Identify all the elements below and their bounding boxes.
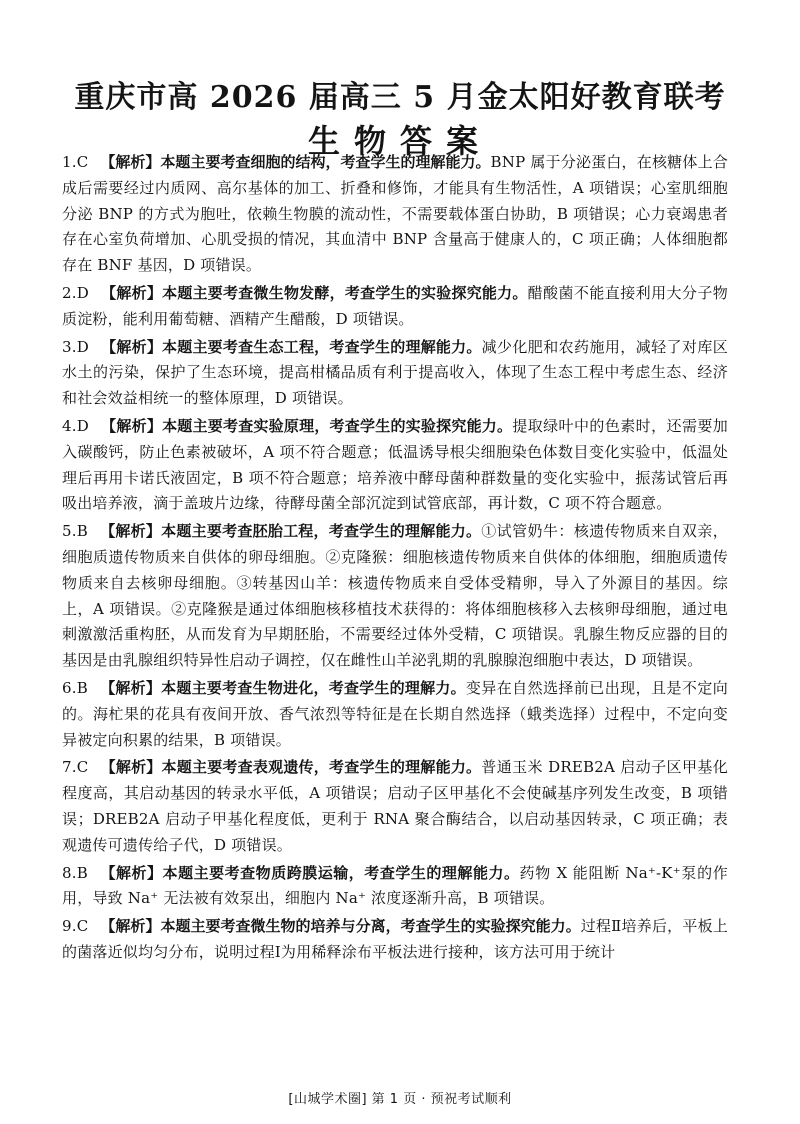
item-number: 3. [62,337,77,356]
item-number: 8. [62,863,77,882]
exam-title: 重庆市高 2026 届高三 5 月金太阳好教育联考 [74,80,726,115]
item-body: 过程Ⅱ培养后，平板上的菌落近似均匀分布，说明过程Ⅰ为用稀释涂布平板法进行接种，该方法可用于统计 [62,917,728,961]
item-answer: C [76,917,89,936]
item-body: 提取绿叶中的色素时，还需要加入碳酸钙，防止色素被破坏，A 项不符合题意；低温诱导根尖细胞染色体数目变化实验中，低温处理后再用卡诺氏液固定，B 项不符合题意；培养液中酵母菌种群数量的变化实验中，振荡试管后再吸出培养液，滴于盖玻片边缘，待酵母菌全部沉淀到试管底部，再计数，C 项不符合题意。 [62,416,728,513]
item-lead: 【解析】本题主要考查微生物的培养与分离，考查学生的实验探究能力。 [100,917,581,936]
answer-item-2 [62,281,728,333]
item-answer: D [76,416,89,435]
item-lead: 【解析】本题主要考查实验原理，考查学生的实验探究能力。 [100,416,513,435]
item-body: ①试管奶牛：核遗传物质来自双亲，细胞质遗传物质来自供体的卵母细胞。②克隆猴：细胞核遗传物质来自供体的体细胞，细胞质遗传物质来自去核卵母细胞。③转基因山羊：核遗传物质来自受体受精卵，导入了外源目的基因。综上，A 项错误。②克隆猴是通过体细胞核移植技术获得的：将体细胞核移入去核卵母细胞，通过电刺激激活重构胚，从而发育为早期胚胎，不需要经过体外受精，C 项错误。乳腺生物反应器的目的基因是由乳腺组织特异性启动子调控，仅在雌性山羊泌乳期的乳腺腺泡细胞中表达，D 项错误。 [62,522,729,670]
item-lead: 【解析】本题主要考查微生物发酵，考查学生的实验探究能力。 [100,283,528,302]
item-number: 6. [62,678,77,697]
item-body: 普通玉米 DREB2A 启动子区甲基化程度高，其启动基因的转录水平低，A 项错误；启动子区甲基化不会使碱基序列发生改变，B 项错误；DREB2A 启动子甲基化程度低，更利于 RNA 聚合酶结合，以启动基因转录，C 项正确；表观遗传可遗传给子代，D 项错误。 [62,758,728,854]
item-number: 7. [62,758,77,777]
subject-title: 生物答案 [307,122,492,160]
item-body: 醋酸菌不能直接利用大分子物质淀粉，能利用葡萄糖、酒精产生醋酸，D 项错误。 [62,283,728,328]
item-lead: 【解析】本题主要考查细胞的结构，考查学生的理解能力。 [100,153,491,171]
item-answer: B [76,863,88,882]
item-answer: B [76,678,88,697]
page-footer: [山城学术圈] 第 1 页 · 预祝考试顺利 [288,1092,512,1107]
item-answer: D [76,337,89,356]
item-body: 变异在自然选择前已出现，且是不定向的。海杧果的花具有夜间开放、香气浓烈等特征是在长期自然选择（蛾类选择）过程中，不定向变异被定向积累的结果，B 项错误。 [62,678,728,749]
answer-item-9 [62,914,728,966]
item-number: 4. [62,416,77,435]
answer-item-5 [62,519,728,674]
item-answer: C [76,758,89,777]
answer-item-4 [62,414,728,517]
item-number: 9. [62,917,77,936]
answer-item-6 [62,676,728,753]
item-body: 药物 X 能阻断 Na⁺-K⁺泵的作用，导致 Na⁺ 无法被有效泵出，细胞内 Na⁺ 浓度逐渐升高，B 项错误。 [62,863,728,908]
item-number: 1. [62,153,77,171]
answer-item-3 [62,335,728,412]
item-lead: 【解析】本题主要考查胚胎工程，考查学生的理解能力。 [99,522,482,541]
item-answer: B [76,522,88,541]
item-body: BNP 属于分泌蛋白，在核糖体上合成后需要经过内质网、高尔基体的加工、折叠和修饰，才能具有生物活性，A 项错误；心室肌细胞分泌 BNP 的方式为胞吐，依赖生物膜的流动性，不需要载体蛋白协助，B 项错误；心力衰竭患者存在心室负荷增加、心肌受损的情况，其血清中 BNP 含量高于健康人的，C 项正确；人体细胞都存在 BNF 基因，D 项错误。 [62,153,728,275]
answer-item-7 [62,755,728,858]
item-lead: 【解析】本题主要考查生物进化，考查学生的理解力。 [99,678,466,697]
answer-list [62,150,728,968]
item-answer: C [76,153,89,171]
answer-item-8 [62,861,728,913]
item-number: 2. [62,283,77,302]
answer-item-1 [62,150,728,279]
item-body: 减少化肥和农药施用，减轻了对库区水土的污染，保护了生态环境，提高柑橘品质有利于提高收入，体现了生态工程中考虑生态、经济和社会效益相统一的整体原理，D 项错误。 [62,337,728,408]
item-lead: 【解析】本题主要考查生态工程，考查学生的理解能力。 [100,337,482,356]
item-lead: 【解析】本题主要考查物质跨膜运输，考查学生的理解能力。 [99,863,520,882]
item-lead: 【解析】本题主要考查表观遗传，考查学生的理解能力。 [100,758,482,777]
item-number: 5. [62,522,77,541]
item-answer: D [76,283,89,302]
